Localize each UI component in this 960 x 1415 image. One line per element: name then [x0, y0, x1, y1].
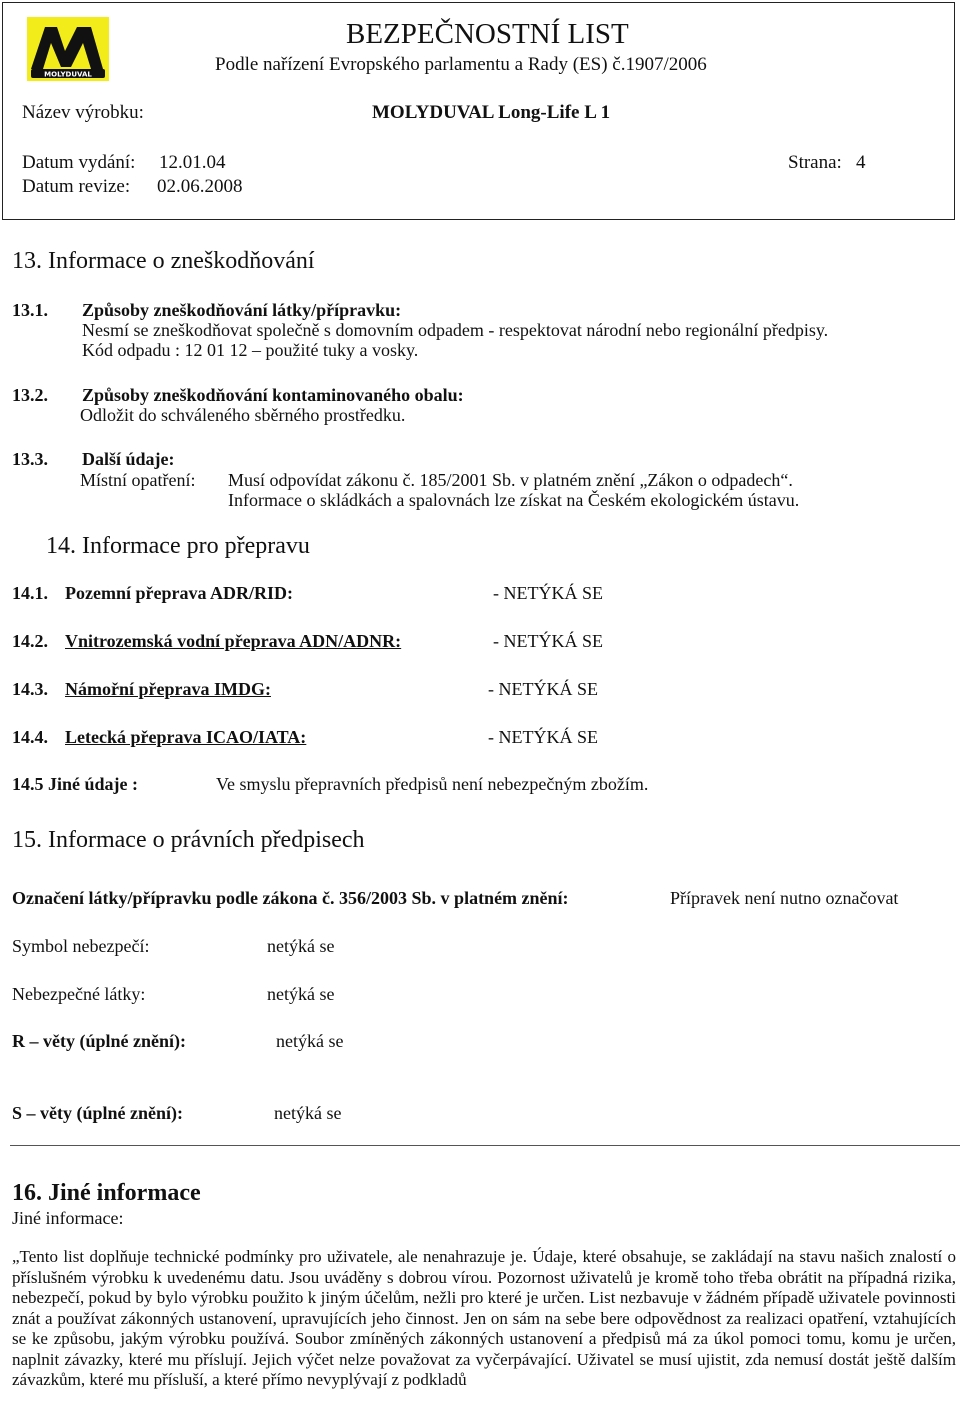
disclaimer-paragraph: „Tento list doplňuje technické podmínky pro uživatele, ale nenahrazuje je. Údaje, které obsahuje, se zakládají na stavu našich znalostí o příslušném výrobku k uvedenému datu. Jsou uváděny s dobrou vírou. Pozornost uživatelů je kromě toho třeba obrátit na případná rizika, nebezpečí, pokud by bylo výrobku použito k jiným účelům, nežli pro které je určen. List nezbavuje v žádném případě uživatele povinnosti znát a používat zákonných ustanovení, upravujících jeho činnost. Jen on sám na sebe bere odpovědnost za realizaci opatření, vztahujících se ke způsobu, jakým výrobku používá. Soubor zmíněných zákonných ustanovení a předpisů má za úkol pomoci tomu, komu je určen, naplnit závazky, které mu příslují. Jejich výčet nelze považovat za vyčerpávající. Uživatel se musí ujistit, zda nemusí dostát ještě dalším závazkům, které mu přísluší, a které přímo nevyplývají z podkladů — [12, 1247, 956, 1389]
hazard-symbol-value: netýká se — [267, 936, 335, 956]
revision-date-label: Datum revize: — [22, 176, 131, 197]
other-transport-text: Ve smyslu přepravních předpisů není nebezpečným zbožím. — [216, 774, 649, 794]
section-13-heading: 13. Informace o zneškodňování — [12, 248, 315, 274]
product-name: MOLYDUVAL Long-Life L 1 — [372, 102, 611, 123]
transport-row-value: - NETÝKÁ SE — [488, 727, 598, 747]
section-13-3-title: Další údaje: — [82, 449, 175, 469]
document-title: BEZPEČNOSTNÍ LIST — [346, 18, 629, 50]
other-transport-label: 14.5 Jiné údaje : — [12, 774, 138, 794]
transport-row-number: 14.4. — [12, 727, 48, 747]
section-14-heading: 14. Informace pro přepravu — [46, 533, 310, 559]
transport-row-value: - NETÝKÁ SE — [488, 679, 598, 699]
hazard-symbol-label: Symbol nebezpečí: — [12, 936, 150, 956]
transport-row-label: Letecká přeprava ICAO/IATA: — [65, 727, 307, 747]
transport-row-value: - NETÝKÁ SE — [493, 631, 603, 651]
section-13-1-title: Způsoby zneškodňování látky/přípravku: — [82, 300, 402, 320]
issue-date-label: Datum vydání: — [22, 152, 136, 173]
section-13-2-text: Odložit do schváleného sběrného prostředku. — [80, 405, 406, 425]
section-13-2-number: 13.2. — [12, 385, 48, 405]
section-13-3-number: 13.3. — [12, 449, 48, 469]
section-13-1-number: 13.1. — [12, 300, 48, 320]
marking-value: Přípravek není nutno označovat — [670, 888, 899, 908]
product-label: Název výrobku: — [22, 102, 144, 123]
s-phrases-label: S – věty (úplné znění): — [12, 1103, 183, 1123]
transport-row-value: - NETÝKÁ SE — [493, 583, 603, 603]
molyduval-logo — [27, 17, 109, 81]
hazardous-substances-value: netýká se — [267, 984, 335, 1004]
other-info-label: Jiné informace: — [12, 1208, 124, 1228]
section-13-1-text-2: Kód odpadu : 12 01 12 – použité tuky a vosky. — [82, 340, 419, 360]
transport-row-number: 14.1. — [12, 583, 48, 603]
regulation-subtitle: Podle nařízení Evropského parlamentu a Rady (ES) č.1907/2006 — [215, 54, 707, 75]
landfill-info-text: Informace o skládkách a spalovnách lze získat na Českém ekologickém ústavu. — [228, 490, 800, 510]
transport-row-number: 14.2. — [12, 631, 48, 651]
r-phrases-value: netýká se — [276, 1031, 344, 1051]
transport-row-number: 14.3. — [12, 679, 48, 699]
section-13-1-text-1: Nesmí se zneškodňovat společně s domovním odpadem - respektovat národní nebo regionální předpisy. — [82, 320, 829, 340]
s-phrases-value: netýká se — [274, 1103, 342, 1123]
revision-date: 02.06.2008 — [157, 176, 243, 197]
transport-row-label: Pozemní přeprava ADR/RID: — [65, 583, 293, 603]
section-15-heading: 15. Informace o právních předpisech — [12, 827, 365, 853]
issue-date: 12.01.04 — [159, 152, 226, 173]
section-16-heading: 16. Jiné informace — [12, 1180, 201, 1206]
r-phrases-label: R – věty (úplné znění): — [12, 1031, 186, 1051]
hazardous-substances-label: Nebezpečné látky: — [12, 984, 146, 1004]
transport-row-label: Námořní přeprava IMDG: — [65, 679, 271, 699]
page-number: 4 — [856, 152, 866, 173]
section-divider — [10, 1145, 960, 1146]
local-measures-text: Musí odpovídat zákonu č. 185/2001 Sb. v platném znění „Zákon o odpadech“. — [228, 470, 793, 490]
section-13-2-title: Způsoby zneškodňování kontaminovaného obalu: — [82, 385, 464, 405]
marking-label: Označení látky/přípravku podle zákona č. 356/2003 Sb. v platném znění: — [12, 888, 569, 908]
transport-row-label: Vnitrozemská vodní přeprava ADN/ADNR: — [65, 631, 402, 651]
svg-text:MOLYDUVAL: MOLYDUVAL — [44, 70, 92, 79]
page-label: Strana: — [788, 152, 842, 173]
local-measures-label: Místní opatření: — [80, 470, 196, 490]
